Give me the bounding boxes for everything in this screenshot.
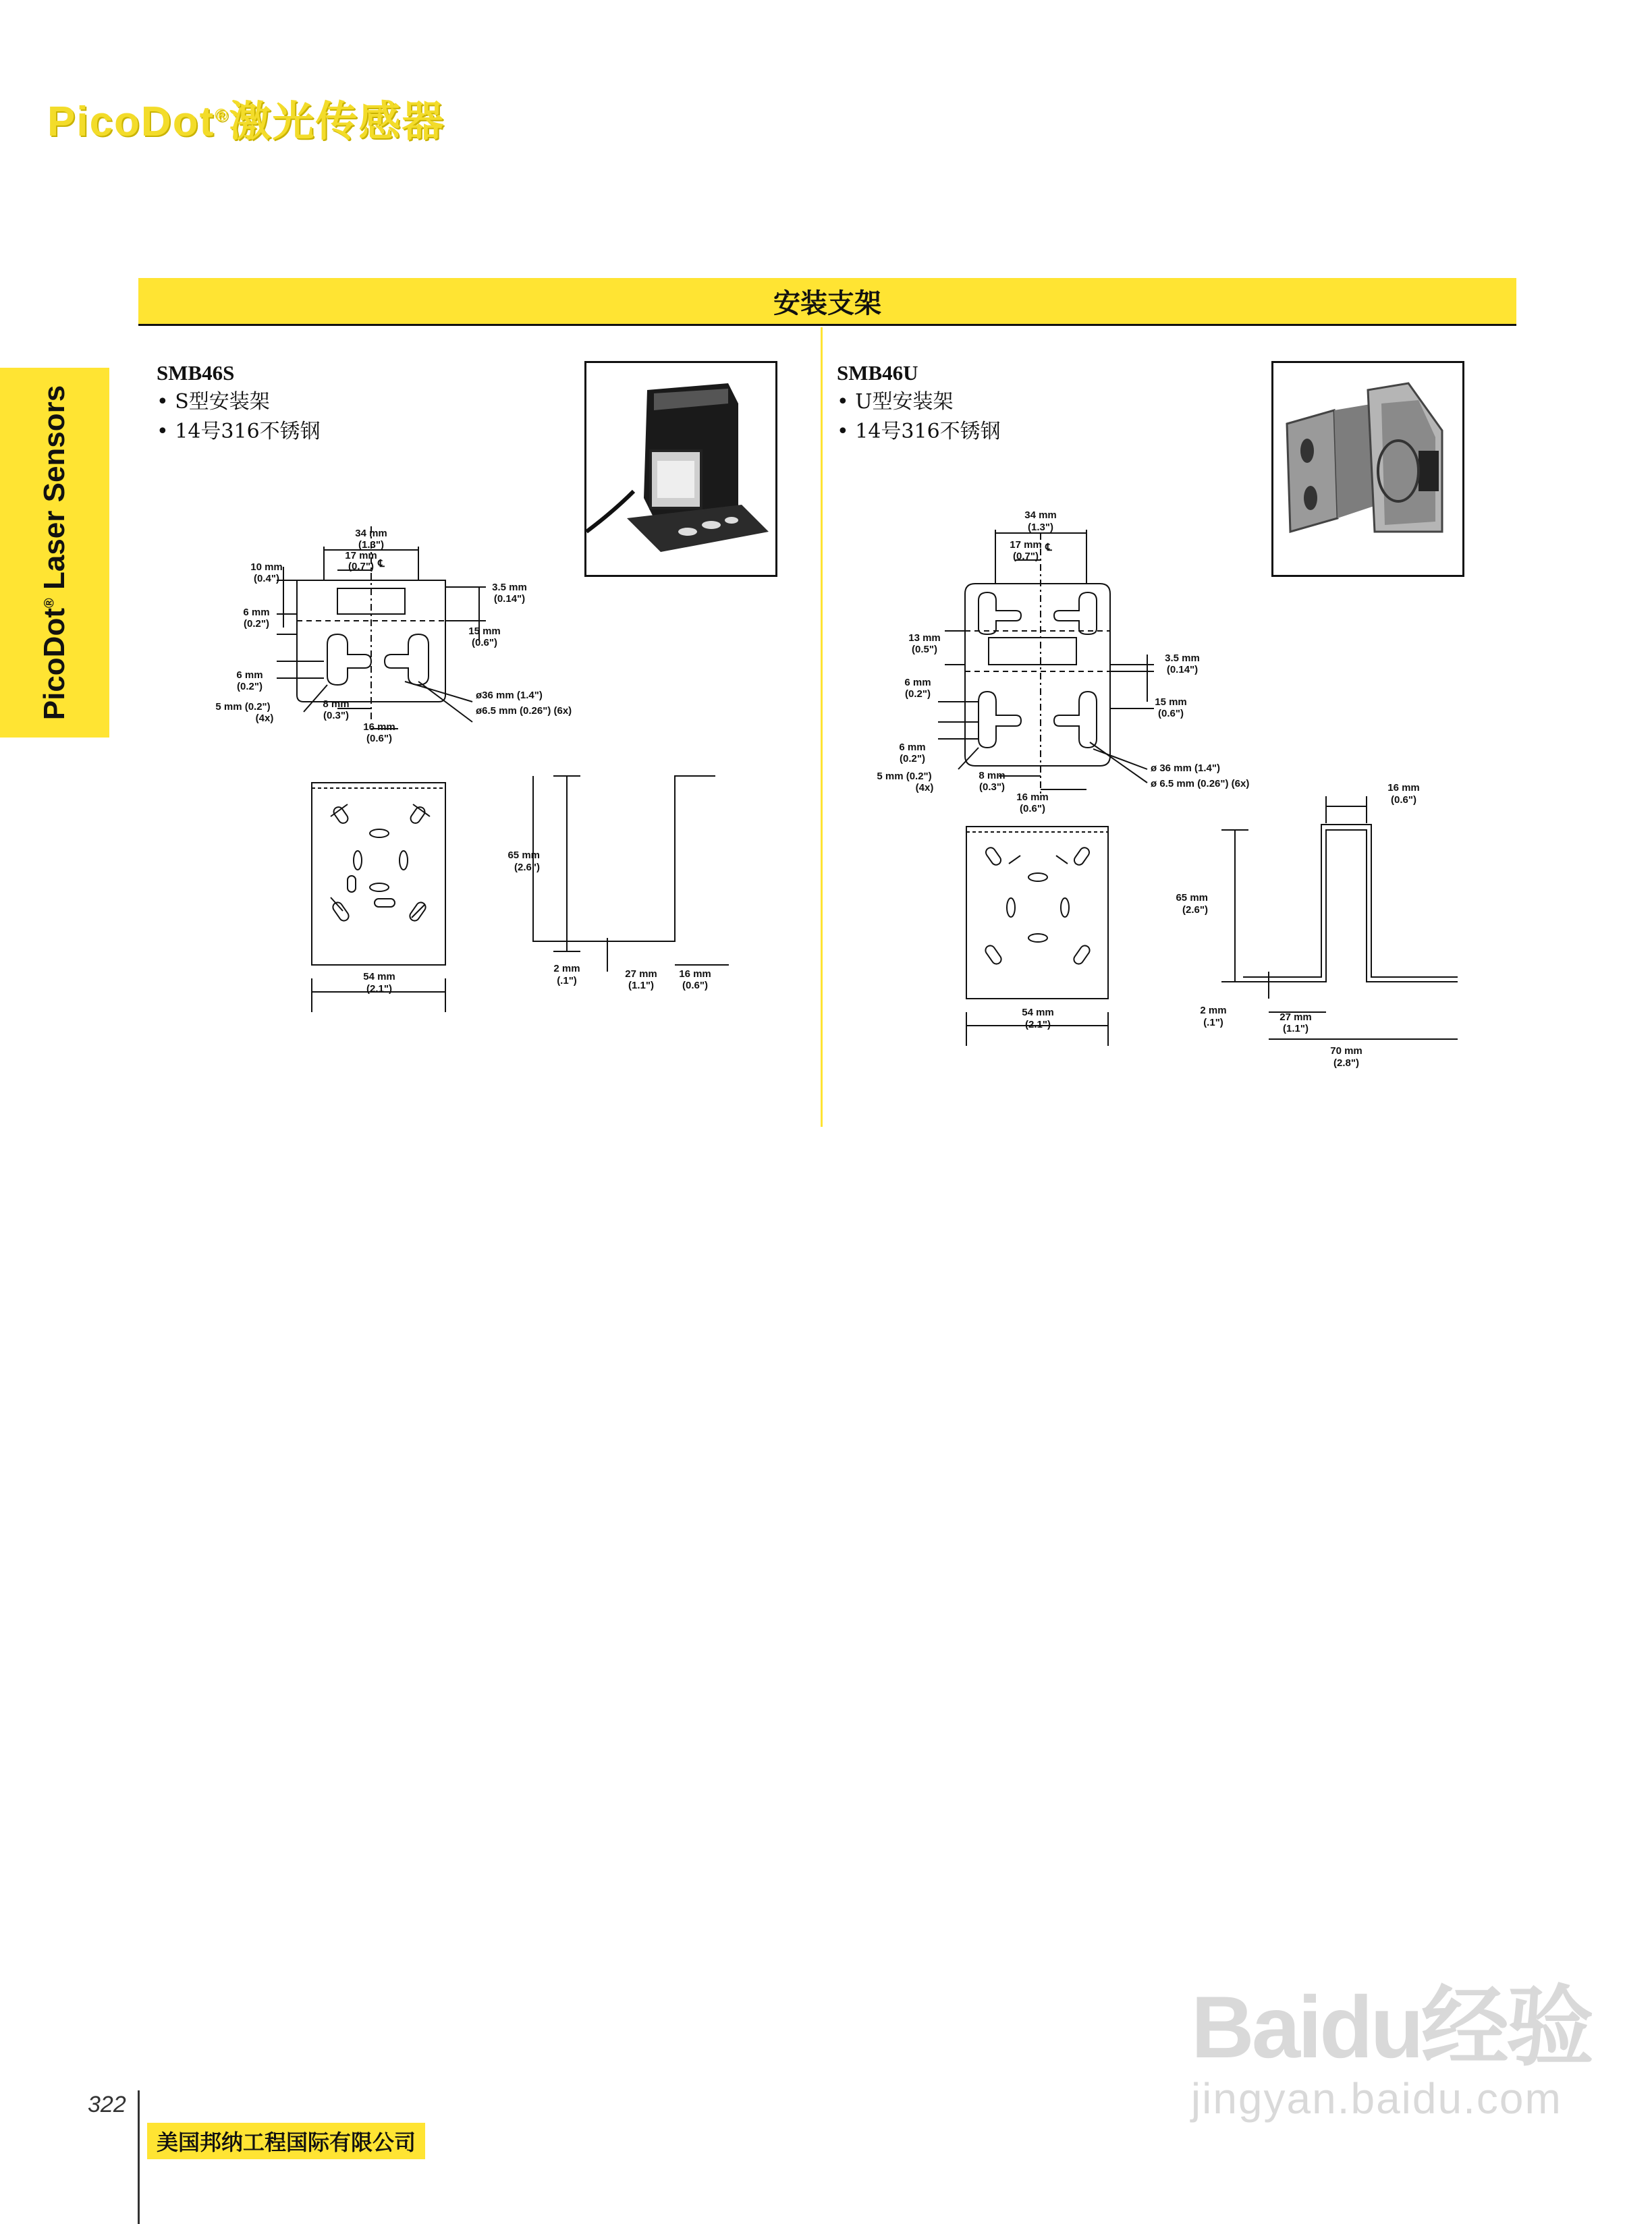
dim-2mm: 2 mm [553, 963, 580, 974]
dim-65in-u: (2.6") [1182, 904, 1208, 916]
dim-15mm: 15 mm [468, 626, 501, 637]
dim-17mm: 17 mm [345, 550, 377, 561]
bullet-list-right [837, 387, 1001, 447]
model-right: SMB46U [837, 361, 918, 385]
page-title [47, 88, 445, 148]
dim-27in: (1.1") [628, 980, 654, 991]
drawing-smb46u [864, 499, 1485, 1080]
model-left: SMB46S [157, 361, 235, 385]
dim-6mm-a-u: 6 mm [904, 677, 931, 688]
watermark-url: jingyan.baidu.com [1190, 2074, 1562, 2123]
bullet-left-1: • S型安装架 [157, 390, 270, 414]
centerline-mark-u: ℄ [1045, 542, 1052, 553]
dim-radius-count-u: (4x) [915, 782, 934, 794]
dim-dia65: ø6.5 mm (0.26") (6x) [476, 705, 572, 717]
centerline-mark: ℄ [378, 558, 385, 569]
dim-27mm: 27 mm [625, 968, 657, 980]
dim-16mm-top-u: 16 mm [1387, 782, 1420, 794]
column-divider [821, 327, 823, 1127]
dim-10in: (0.4") [254, 573, 279, 584]
dim-17mm-u: 17 mm [1010, 539, 1042, 551]
dim-54in-u: (2.1") [1025, 1019, 1051, 1030]
dim-16mm: 16 mm [363, 721, 395, 733]
dim-10mm: 10 mm [250, 561, 283, 573]
dim-34mm-u: 34 mm [1024, 509, 1057, 521]
dim-8in-u: (0.3") [979, 781, 1005, 793]
dim-54mm: 54 mm [363, 971, 395, 982]
dim-8in: (0.3") [323, 710, 349, 721]
dim-2in-u: (.1") [1203, 1017, 1223, 1028]
dim-dia36-u: ø 36 mm (1.4") [1151, 762, 1220, 774]
dim-6in-b: (0.2") [237, 681, 263, 692]
dim-16mm-u: 16 mm [1016, 791, 1049, 803]
brand-name: PicoDot [47, 99, 215, 145]
dim-34in: (1.3") [358, 539, 384, 551]
dim-dia36: ø36 mm (1.4") [476, 690, 543, 701]
title-cn: 激光传感器 [229, 99, 445, 145]
dim-34in-u: (1.3") [1028, 522, 1053, 533]
dim-54mm-u: 54 mm [1022, 1007, 1054, 1018]
dim-15in-u: (0.6") [1158, 708, 1184, 719]
dim-13mm: 13 mm [908, 632, 941, 644]
dim-17in: (0.7") [348, 561, 374, 572]
watermark-brand: Baidu经验 [1190, 1978, 1591, 2076]
dim-54in: (2.1") [366, 983, 392, 995]
dim-6in-a: (0.2") [244, 618, 269, 630]
dim-70mm: 70 mm [1330, 1045, 1362, 1057]
dim-radius-u: 5 mm (0.2") [877, 771, 932, 782]
dim-65mm: 65 mm [507, 850, 540, 861]
side-tab-reg: ® [42, 598, 57, 609]
dim-2in: (.1") [557, 975, 577, 986]
dim-16in-u: (0.6") [1020, 803, 1045, 814]
dim-65in: (2.6") [514, 862, 540, 873]
dim-6mm-b: 6 mm [236, 669, 263, 681]
dim-27mm-u: 27 mm [1279, 1011, 1312, 1023]
dim-35in: (0.14") [493, 593, 526, 605]
dim-15mm-u: 15 mm [1155, 696, 1187, 708]
dim-dia65-u: ø 6.5 mm (0.26") (6x) [1151, 778, 1250, 789]
section-header [138, 278, 1516, 326]
dim-16in-top-u: (0.6") [1391, 794, 1416, 806]
side-tab-label [38, 385, 72, 720]
dim-34mm: 34 mm [355, 528, 387, 539]
dim-6in-b-u: (0.2") [900, 753, 925, 764]
watermark [1191, 1957, 1591, 2123]
dim-2mm-u: 2 mm [1200, 1005, 1227, 1016]
dim-16in-b: (0.6") [682, 980, 708, 991]
footer-rule [138, 2090, 140, 2224]
dim-27in-u: (1.1") [1283, 1023, 1309, 1034]
dim-15in: (0.6") [472, 637, 497, 648]
dim-6in-a-u: (0.2") [905, 688, 931, 700]
bullet-list-left [157, 387, 321, 447]
dim-radius: 5 mm (0.2") [215, 701, 271, 713]
dim-35in-u: (0.14") [1166, 664, 1199, 675]
dim-16mm-b: 16 mm [679, 968, 711, 980]
dim-6mm-a: 6 mm [243, 607, 270, 618]
dim-70in: (2.8") [1333, 1057, 1359, 1069]
dimension-labels-smb46s [215, 528, 711, 995]
dim-8mm: 8 mm [323, 698, 350, 710]
dim-35mm: 3.5 mm [492, 582, 527, 593]
dim-35mm-u: 3.5 mm [1165, 652, 1200, 664]
registered-mark: ® [215, 105, 229, 126]
side-tab-brand: PicoDot [38, 608, 71, 721]
dim-16in: (0.6") [366, 733, 392, 744]
dim-17in-u: (0.7") [1013, 551, 1039, 562]
bullet-right-1: • U型安装架 [837, 390, 954, 414]
bullet-left-2: • 14号316不锈钢 [157, 420, 321, 443]
section-title: 安装支架 [773, 287, 881, 319]
dim-13in: (0.5") [912, 644, 937, 655]
dim-8mm-u: 8 mm [979, 770, 1006, 781]
drawing-smb46s [202, 499, 796, 1012]
company-name: 美国邦纳工程国际有限公司 [147, 2123, 425, 2159]
dimension-labels-smb46u [877, 509, 1419, 1069]
dim-65mm-u: 65 mm [1176, 892, 1208, 904]
dim-6mm-b-u: 6 mm [899, 742, 926, 753]
page-number: 322 [88, 2092, 126, 2117]
bullet-right-2: • 14号316不锈钢 [837, 420, 1001, 443]
side-tab-rest: Laser Sensors [38, 385, 71, 599]
dim-radius-count: (4x) [255, 713, 274, 724]
